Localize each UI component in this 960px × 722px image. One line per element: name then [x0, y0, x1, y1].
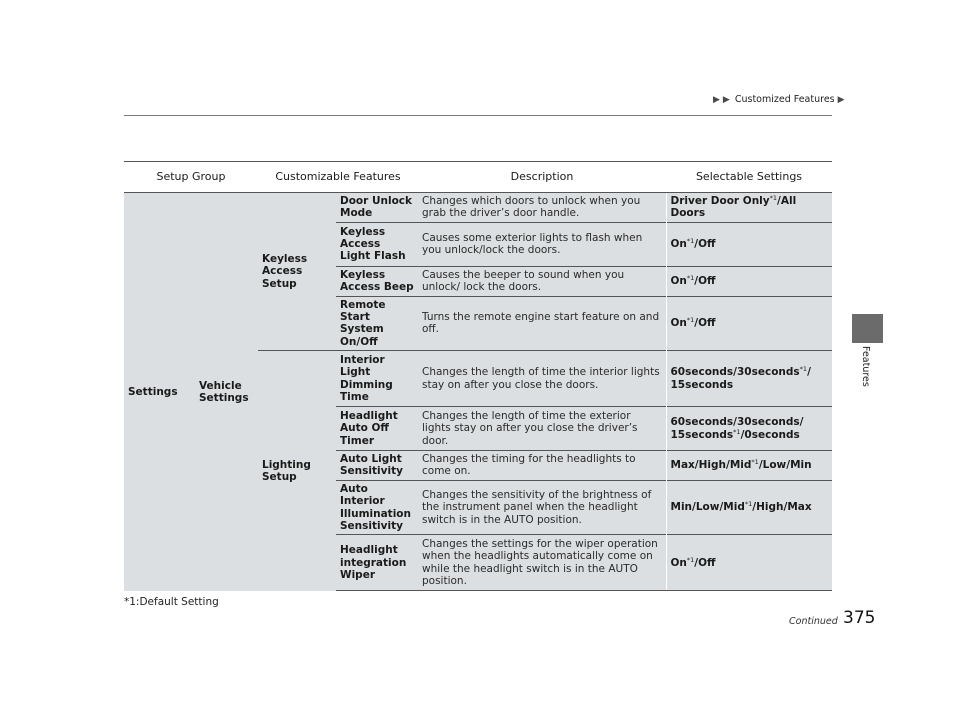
breadcrumb: [713, 94, 845, 105]
feature-name-cell: Door Unlock Mode: [336, 193, 418, 223]
section-tab-marker: [852, 314, 883, 343]
default-marker: *1: [799, 365, 808, 374]
feature-name-cell: Auto Interior Illumination Sensitivity: [336, 480, 418, 535]
default-marker: *1: [751, 458, 759, 467]
setting-text: /Off: [694, 274, 716, 287]
description-cell: Changes the length of time the exterior lights stay on after you close the driver’s door.: [418, 407, 666, 451]
settings-table: [124, 161, 832, 591]
selectable-settings-cell: [666, 480, 832, 535]
setting-text: /Off: [694, 238, 716, 251]
default-marker: *1: [686, 316, 695, 325]
section-name-cell: Lighting Setup: [258, 351, 336, 591]
table-row: [124, 193, 832, 223]
setting-text: /0seconds: [740, 428, 800, 441]
setting-text: Driver Door Only: [670, 195, 770, 207]
feature-name-cell: Headlight integration Wiper: [336, 535, 418, 591]
selectable-settings-cell: [666, 222, 832, 266]
triangle-right-icon: ▶: [722, 94, 730, 105]
feature-name-cell: Auto Light Sensitivity: [336, 451, 418, 481]
description-cell: Changes which doors to unlock when you grab the driver’s door handle.: [418, 193, 666, 223]
description-cell: Changes the settings for the wiper operation when the headlights automatically come on while the headlight switch is in the AUTO position.: [418, 535, 666, 591]
default-marker: *1: [769, 194, 778, 202]
default-marker: *1: [733, 427, 741, 436]
page-number: 375: [843, 608, 876, 628]
default-marker: *1: [686, 237, 695, 246]
setting-text: 60seconds/30seconds: [670, 366, 800, 379]
description-cell: Changes the length of time the interior lights stay on after you close the doors.: [418, 351, 666, 407]
setting-text: /Low/Min: [758, 459, 812, 472]
description-cell: Causes the beeper to sound when you unlock/ lock the doors.: [418, 266, 666, 296]
description-cell: Causes some exterior lights to flash when you unlock/lock the doors.: [418, 222, 666, 266]
setting-text: /High/Max: [752, 501, 812, 514]
triangle-right-icon: ▶: [837, 94, 845, 105]
selectable-settings-cell: [666, 266, 832, 296]
selectable-settings-cell: [666, 351, 832, 407]
setting-text: 60seconds/30seconds/ 15seconds: [670, 416, 804, 441]
selectable-settings-cell: [666, 296, 832, 351]
feature-name-cell: Interior Light Dimming Time: [336, 351, 418, 407]
setting-text: Max/High/Mid: [670, 459, 752, 472]
selectable-settings-cell: [666, 451, 832, 481]
default-marker: *1: [744, 500, 753, 509]
section-tab-label: Features: [860, 346, 871, 387]
description-cell: Turns the remote engine start feature on and off.: [418, 296, 666, 351]
feature-name-cell: Remote Start System On/Off: [336, 296, 418, 351]
column-header: Selectable Settings: [666, 162, 832, 193]
selectable-settings-cell: [666, 193, 832, 223]
setting-text: /Off: [694, 556, 716, 569]
section-name-cell: Keyless Access Setup: [258, 193, 336, 351]
setup-group-cell: Settings: [124, 193, 195, 591]
default-marker: *1: [686, 273, 695, 282]
breadcrumb-label: Customized Features: [734, 94, 835, 105]
selectable-settings-cell: [666, 535, 832, 591]
setting-text: /Off: [694, 317, 716, 330]
footnote: *1:Default Setting: [124, 596, 219, 608]
column-header: Description: [418, 162, 666, 193]
setting-text: / 15seconds: [670, 366, 811, 391]
default-marker: *1: [686, 555, 695, 564]
feature-name-cell: Keyless Access Light Flash: [336, 222, 418, 266]
description-cell: Changes the timing for the headlights to come on.: [418, 451, 666, 481]
setting-text: On: [670, 317, 687, 330]
feature-name-cell: Keyless Access Beep: [336, 266, 418, 296]
setting-text: Min/Low/Mid: [670, 501, 745, 514]
setup-subgroup-cell: Vehicle Settings: [195, 193, 258, 591]
setting-text: /All Doors: [670, 195, 797, 220]
setting-text: On: [670, 238, 687, 251]
continued-label: Continued: [789, 616, 838, 627]
description-cell: Changes the sensitivity of the brightness of the instrument panel when the headlight switch is in the AUTO position.: [418, 480, 666, 535]
column-header: Setup Group: [124, 162, 258, 193]
triangle-right-icon: ▶: [713, 94, 720, 105]
selectable-settings-cell: [666, 407, 832, 451]
feature-name-cell: Headlight Auto Off Timer: [336, 407, 418, 451]
column-header: Customizable Features: [258, 162, 418, 193]
header-rule: [124, 115, 832, 116]
setting-text: On: [670, 274, 687, 287]
setting-text: On: [670, 556, 687, 569]
